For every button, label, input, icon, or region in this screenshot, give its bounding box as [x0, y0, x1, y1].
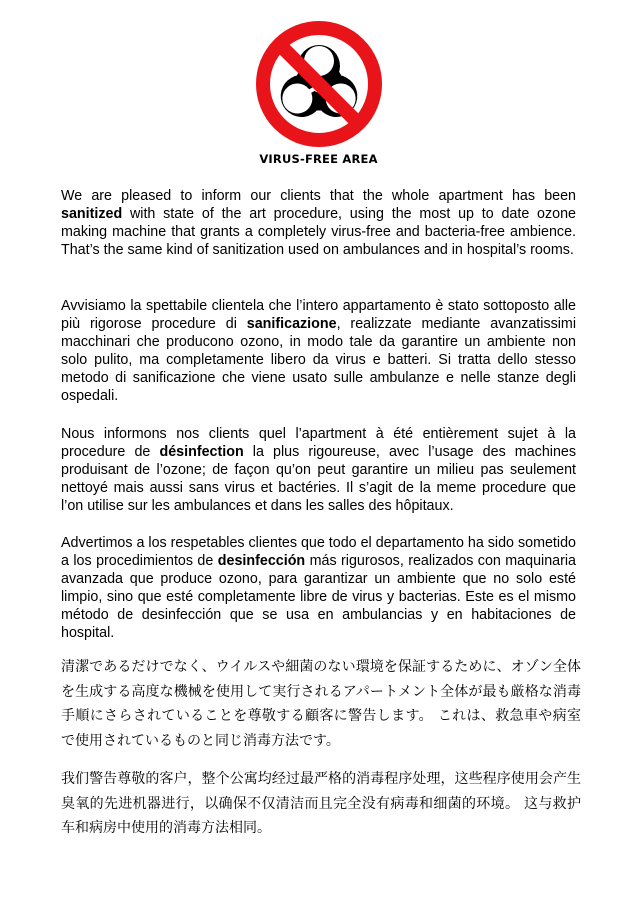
paragraph-spanish: Advertimos a los respetables clientes que todo el departamento ha sido sometido a los procedimientos de desinfección más rigurosos, realizados con maquinaria avanzada que produce ozono, para garantizar un ambiente que no solo esté limpio, sino que esté completamente libre de virus y bacterias. Este es el mismo método de desinfección que se usa en ambulancias y en habitaciones de hospital.	[61, 535, 576, 641]
sign-caption: VIRUS-FREE AREA	[259, 152, 378, 166]
paragraph-chinese: 我们警告尊敬的客户，整个公寓均经过最严格的消毒程序处理，这些程序使用会产生臭氧的先进机器进行，以确保不仅清洁而且完全没有病毒和细菌的环境。 这与救护车和病房中使用的消毒方法相同。	[61, 771, 581, 836]
paragraph-french: Nous informons nos clients quel l’apartment à été entièrement sujet à la procedure de désinfection la plus rigoureuse, avec l’usage des machines produisant de l’ozone; de façon qu’on peut garantire un milieu pas seulement nettoyé mais aussi sans virus et bactéries. Il s’agit de la meme procedure que l’on utilise sur les ambulances et dans les salles des hôpitaux.	[61, 426, 576, 514]
paragraph-english: We are pleased to inform our clients that the whole apartment has been sanitized with state of the art procedure, using the most up to date ozone making machine that grants a completely virus-free and bacteria-free ambience. That’s the same kind of sanitization used on ambulances and in hospital’s rooms.	[61, 188, 576, 258]
bold-keyword: sanitized	[61, 206, 123, 222]
biohazard-prohibited-icon	[253, 18, 385, 150]
bold-keyword: desinfección	[217, 553, 306, 569]
paragraph-italian: Avvisiamo la spettabile clientela che l’intero appartamento è stato sottoposto alle più rigorose procedure di sanificazione, realizzate mediante avanzatissimi macchinari che producono ozono, in modo tale da garantire un ambiente non solo pulito, ma completamente libero da virus e batteri. Si tratta dello stesso metodo di sanificazione che viene usato sulle ambulanze e nelle stanze degli ospedali.	[61, 298, 577, 404]
paragraph-japanese: 清潔であるだけでなく、ウイルスや細菌のない環境を保証するために、オゾン全体を生成する高度な機械を使用して実行されるアパートメント全体が最も厳格な消毒手順にさらされていることを尊敬する顧客に警告します。 これは、救急車や病室で使用されているものと同じ消毒方法です。	[61, 659, 581, 749]
bold-keyword: désinfection	[159, 444, 244, 460]
bold-keyword: sanificazione	[246, 316, 337, 332]
